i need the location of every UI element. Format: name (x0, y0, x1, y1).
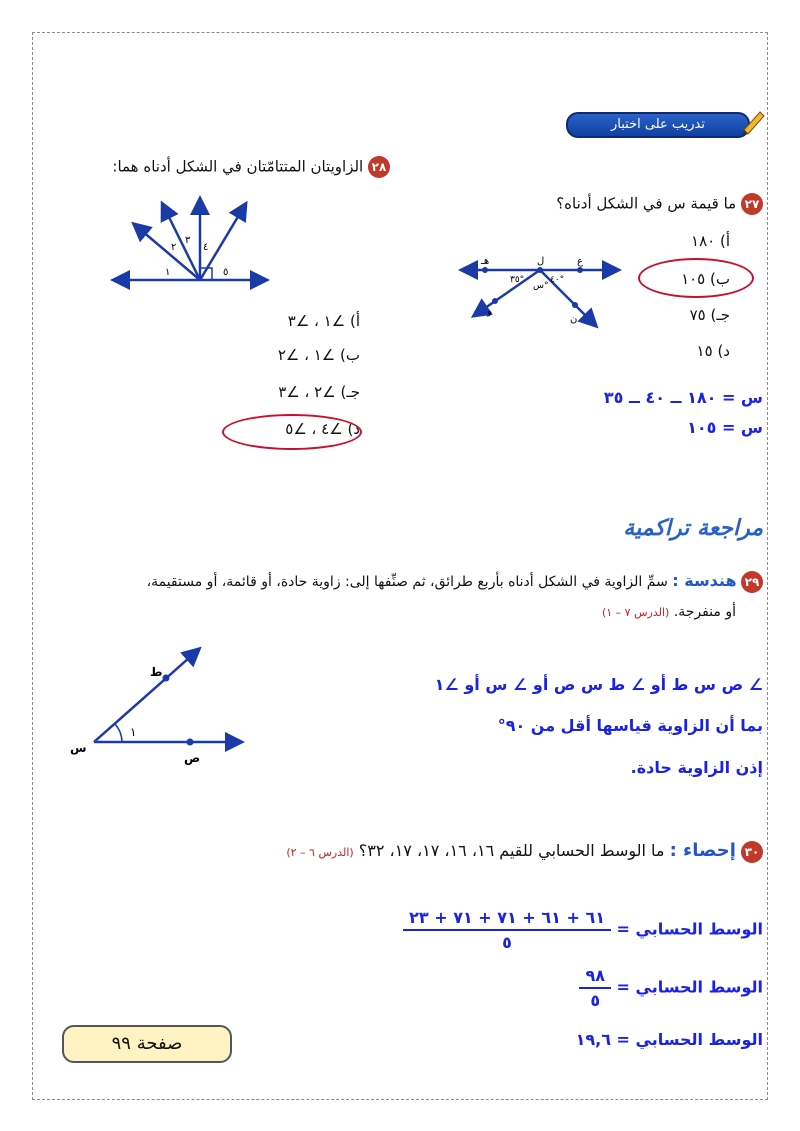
q28-option-d-text: ∠٤ ، ∠٥ (285, 420, 343, 438)
q27-fig-label-a: ع (577, 256, 583, 267)
q30-step-2-label: الوسط الحسابي = (616, 977, 763, 997)
q30-step-3-label: الوسط الحسابي = (616, 1030, 763, 1049)
review-section-title: مراجعة تراكمية (623, 516, 763, 541)
q27-option-c[interactable] (690, 306, 730, 324)
q28-figure (105, 195, 275, 305)
page-number: صفحة ٩٩ (62, 1025, 232, 1063)
q27-option-a-text: ١٨٠ (691, 232, 716, 250)
q28-option-c-letter: جـ) (340, 383, 360, 401)
q27-number-badge: ٢٧ (741, 193, 763, 215)
q29-line-2 (602, 604, 736, 620)
q30-step-2-denominator: ٥ (590, 991, 601, 1010)
q27-fig-angle-35: ٣٥° (510, 275, 525, 285)
q30-step-1-label: الوسط الحسابي = (616, 919, 763, 939)
q28-title (30, 156, 390, 178)
q28-number-badge: ٢٨ (368, 156, 390, 178)
q28-option-d-letter: د) (347, 420, 360, 438)
q30-step-2-fraction (579, 966, 611, 1010)
practice-badge (558, 108, 762, 140)
q27-option-b-text: ١٠٥ (681, 270, 706, 288)
q27-selected-ring (638, 258, 754, 298)
q27-fig-label-l: ل (537, 256, 545, 267)
q28-fig-label-2: ٢ (171, 242, 177, 253)
q27-figure (455, 250, 625, 340)
q30-step-1-numerator: ٦١ + ٦١ + ٧١ + ٧١ + ٢٣ (403, 908, 611, 931)
q28-option-b-text: ∠١ ، ∠٢ (277, 346, 336, 364)
q27-option-d-text: ١٥ (696, 342, 713, 360)
q27-option-c-text: ٧٥ (689, 306, 706, 324)
q28-option-c-text: ∠٢ ، ∠٣ (278, 383, 336, 401)
q29-fig-label-t: ط (150, 665, 163, 679)
q28-option-c[interactable] (278, 383, 360, 401)
q30-step-1-fraction (403, 908, 611, 952)
q29-question-line-1: سمِّ الزاوية في الشكل أدناه بأربع طرائق، ثم صنِّفها إلى: زاوية حادة، أو قائمة، أو مستقيمة، (146, 574, 668, 590)
q27-solution-line-1: س = ١٨٠ ــ ٤٠ ــ ٣٥ (603, 388, 763, 407)
q29-fig-label-one: ١ (130, 725, 137, 739)
q30-step-1 (403, 908, 763, 952)
q28-selected-ring (222, 414, 362, 450)
q27-solution-line-2: س = ١٠٥ (687, 418, 763, 437)
q30-lesson-ref: (الدرس ٦ – ٢) (286, 846, 354, 859)
q30-number-badge: ٣٠ (741, 841, 763, 863)
q30-question: ما الوسط الحسابي للقيم ١٦، ١٦، ١٧، ١٧، ٣٢؟ (358, 841, 665, 860)
q27-option-a-letter: أ) (719, 232, 730, 250)
q27-fig-angle-40: ٤٠° (550, 275, 565, 285)
q27-title (433, 193, 763, 215)
q28-fig-label-1: ١ (165, 267, 171, 278)
q27-question: ما قيمة س في الشكل أدناه؟ (556, 194, 737, 213)
q28-fig-label-5: ٥ (223, 267, 229, 278)
q27-option-d[interactable] (697, 342, 730, 360)
q29-number-badge: ٢٩ (741, 571, 763, 593)
q29-answer-line-3: إذن الزاوية حادة. (630, 758, 763, 777)
q27-fig-angle-x: س° (533, 281, 549, 291)
q28-option-b[interactable] (278, 346, 360, 364)
q28-fig-label-3: ٣ (185, 235, 191, 246)
q30-step-2 (579, 966, 763, 1010)
q28-option-a[interactable] (288, 312, 360, 330)
q29-label: هندسة : (672, 571, 737, 590)
q27-option-c-letter: جـ) (710, 306, 730, 324)
q28-option-a-text: ∠١ ، ∠٣ (287, 312, 346, 330)
pencil-icon (740, 108, 766, 136)
q29-line-1 (43, 571, 763, 593)
q28-option-a-letter: أ) (349, 312, 360, 330)
q29-figure (60, 640, 250, 770)
q29-answer-line-2: بما أن الزاوية قياسها أقل من ٩٠° (497, 716, 763, 735)
q29-fig-label-p: ص (184, 751, 201, 765)
q30-step-3 (576, 1030, 763, 1049)
q27-option-b-letter: ب) (710, 270, 730, 288)
practice-badge-label: تدريب على اختبار (566, 112, 750, 138)
q28-question: الزاويتان المتتامّتان في الشكل أدناه هما: (112, 157, 364, 176)
q27-fig-label-n: ن (570, 314, 578, 325)
q30-result: ١٩,٦ (575, 1030, 611, 1049)
q29-fig-label-s: س (70, 741, 87, 755)
q27-option-d-letter: د) (717, 342, 730, 360)
q30-line (43, 840, 763, 863)
q27-option-a[interactable] (691, 232, 730, 250)
q30-step-2-numerator: ٩٨ (579, 966, 611, 989)
q29-lesson-ref: (الدرس ٧ – ١) (601, 606, 670, 619)
q30-step-1-denominator: ٥ (502, 933, 512, 952)
q29-answer-line-1: ∠ ص س ط أو ∠ ط س ص أو ∠ س أو ∠١ (434, 675, 763, 694)
q28-option-b-letter: ب) (340, 346, 360, 364)
q28-fig-label-4: ٤ (203, 242, 209, 253)
q27-fig-label-h: هـ (481, 256, 490, 267)
q29-question-line-2: أو منفرجة. (673, 604, 736, 620)
q30-label: إحصاء : (669, 840, 736, 861)
q27-fig-label-w: و (487, 306, 492, 317)
